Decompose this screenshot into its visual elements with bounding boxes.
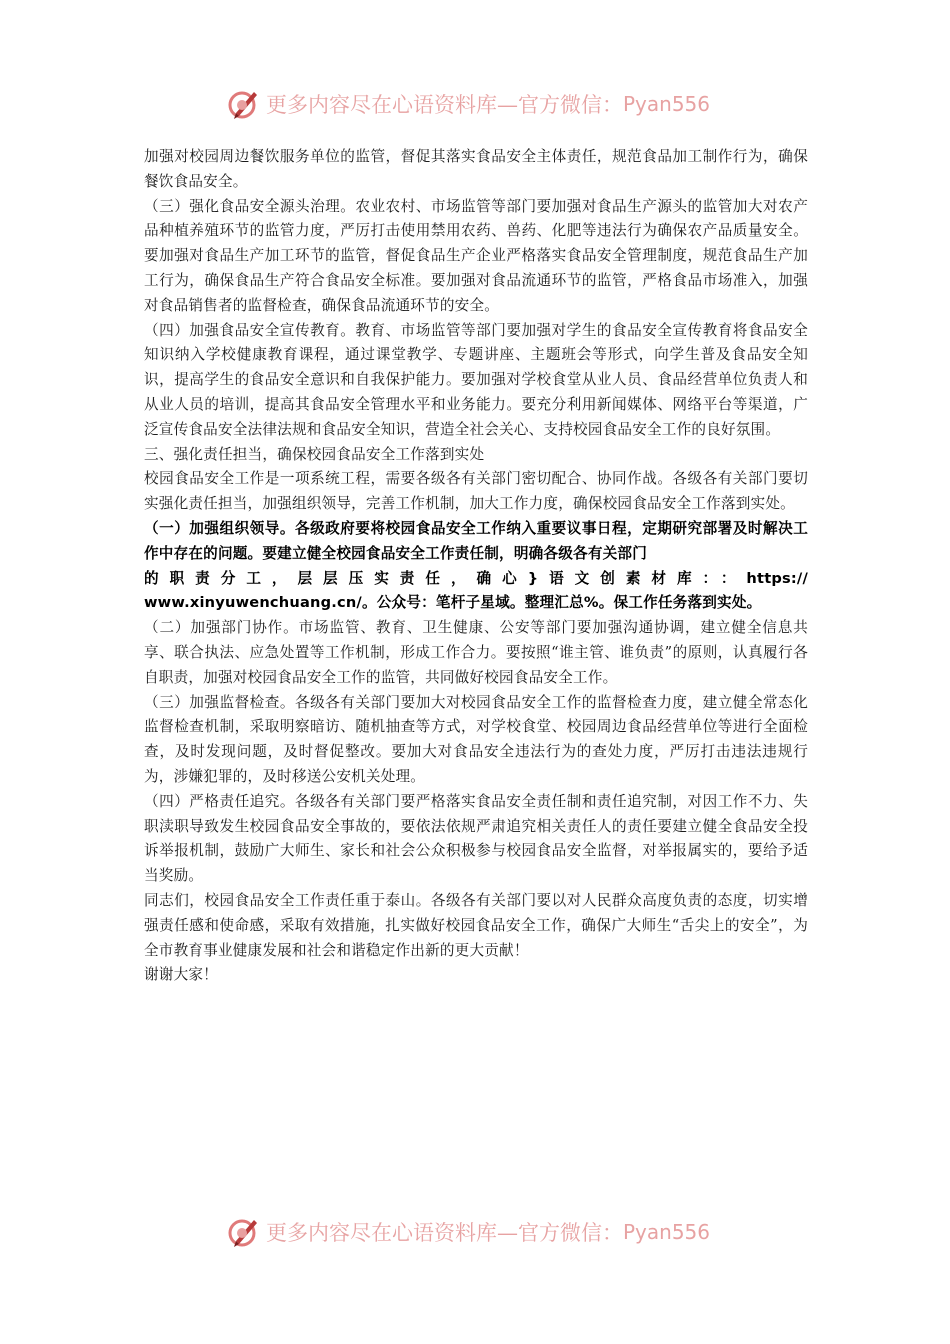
header-banner-wechat: Pyan556 [623, 92, 711, 116]
closing-line: 谢谢大家！ [144, 966, 218, 984]
paragraph: 加强对校园周边餐饮服务单位的监管，督促其落实食品安全主体责任，规范食品加工制作行为，确保餐饮食品安全。 [144, 148, 808, 190]
paragraph: （三）加强监督检查。各级各有关部门要加大对校园食品安全工作的监督检查力度，建立健全常态化监督检查机制，采取明察暗访、随机抽查等方式，对学校食堂、校园周边食品经营单位等进行全面检查，及时发现问题，及时督促整改。要加大对食品安全违法行为的查处力度，严厉打击违法违规行为，涉嫌犯罪的，及时移送公安机关处理。 [144, 693, 808, 785]
document-body [144, 145, 808, 988]
paragraph: （四）加强食品安全宣传教育。教育、市场监管等部门要加强对学生的食品安全宣传教育将食品安全知识纳入学校健康教育课程，通过课堂教学、专题讲座、主题班会等形式，向学生普及食品安全知识，提高学生的食品安全意识和自我保护能力。要加强对学校食堂从业人员、食品经营单位负责人和从业人员的培训，提高其食品安全管理水平和业务能力。要充分利用新闻媒体、网络平台等渠道，广泛宣传食品安全法律法规和食品安全知识，营造全社会关心、支持校园食品安全工作的良好氛围。 [144, 321, 808, 438]
bold-paragraph [144, 517, 808, 616]
paragraph: （二）加强部门协作。市场监管、教育、卫生健康、公安等部门要加强沟通协调，建立健全信息共享、联合执法、应急处置等工作机制，形成工作合力。要按照“谁主管、谁负责”的原则，认真履行各自职责，加强对校园食品安全工作的监管，共同做好校园食品安全工作。 [144, 619, 808, 686]
paragraph: （四）严格责任追究。各级各有关部门要严格落实食品安全责任制和责任追究制，对因工作不力、失职渎职导致发生校园食品安全事故的，要依法依规严肃追究相关责任人的责任要建立健全食品安全投诉举报机制，鼓励广大师生、家长和社会公众积极参与校园食品安全监督，对举报属实的，要给予适当奖励。 [144, 792, 808, 885]
paragraph: （三）强化食品安全源头治理。农业农村、市场监管等部门要加强对食品生产源头的监管加大对农产品种植养殖环节的监管力度，严厉打击使用禁用农药、兽药、化肥等违法行为确保农产品质量安全。要加强对食品生产加工环节的监管，督促食品生产企业严格落实食品安全管理制度，规范食品生产加工行为，确保食品生产符合食品安全标准。要加强对食品流通环节的监管，严格食品市场准入，加强对食品销售者的监督检查，确保食品流通环节的安全。 [144, 197, 808, 314]
pen-logo-icon [226, 86, 262, 122]
paragraph: 校园食品安全工作是一项系统工程，需要各级各有关部门密切配合、协同作战。各级各有关部门要切实强化责任担当，加强组织领导，完善工作机制，加大工作力度，确保校园食品安全工作落到实处。 [144, 470, 808, 513]
header-banner [226, 84, 746, 124]
header-banner-text: 更多内容尽在心语资料库—官方微信： [266, 93, 623, 117]
footer-banner-text: 更多内容尽在心语资料库—官方微信： [266, 1221, 623, 1245]
paragraph: 同志们，校园食品安全工作责任重于泰山。各级各有关部门要以对人民群众高度负责的态度，切实增强责任感和使命感，采取有效措施，扎实做好校园食品安全工作，确保广大师生“舌尖上的安全”，为全市教育事业健康发展和社会和谐稳定作出新的更大贡献！ [144, 891, 808, 959]
footer-banner [226, 1212, 746, 1252]
section-heading: 三、强化责任担当，确保校园食品安全工作落到实处 [144, 445, 485, 463]
bold-line-1: （一）加强组织领导。各级政府要将校园食品安全工作纳入重要议事日程，定期研究部署及时解决工作中存在的问题。要建立健全校园食品安全工作责任制，明确各级各有关部门 [144, 519, 808, 562]
bold-line-2: 的职责分工，层层压实责任，确心}语文创素材库：：https:// [144, 569, 808, 587]
bold-line-3: www.xinyuwenchuang.cn/。公众号：笔杆子星域。整理汇总%。保工作任务落到实处。 [144, 594, 762, 612]
footer-banner-wechat: Pyan556 [623, 1220, 711, 1244]
pen-logo-icon [226, 1214, 262, 1250]
